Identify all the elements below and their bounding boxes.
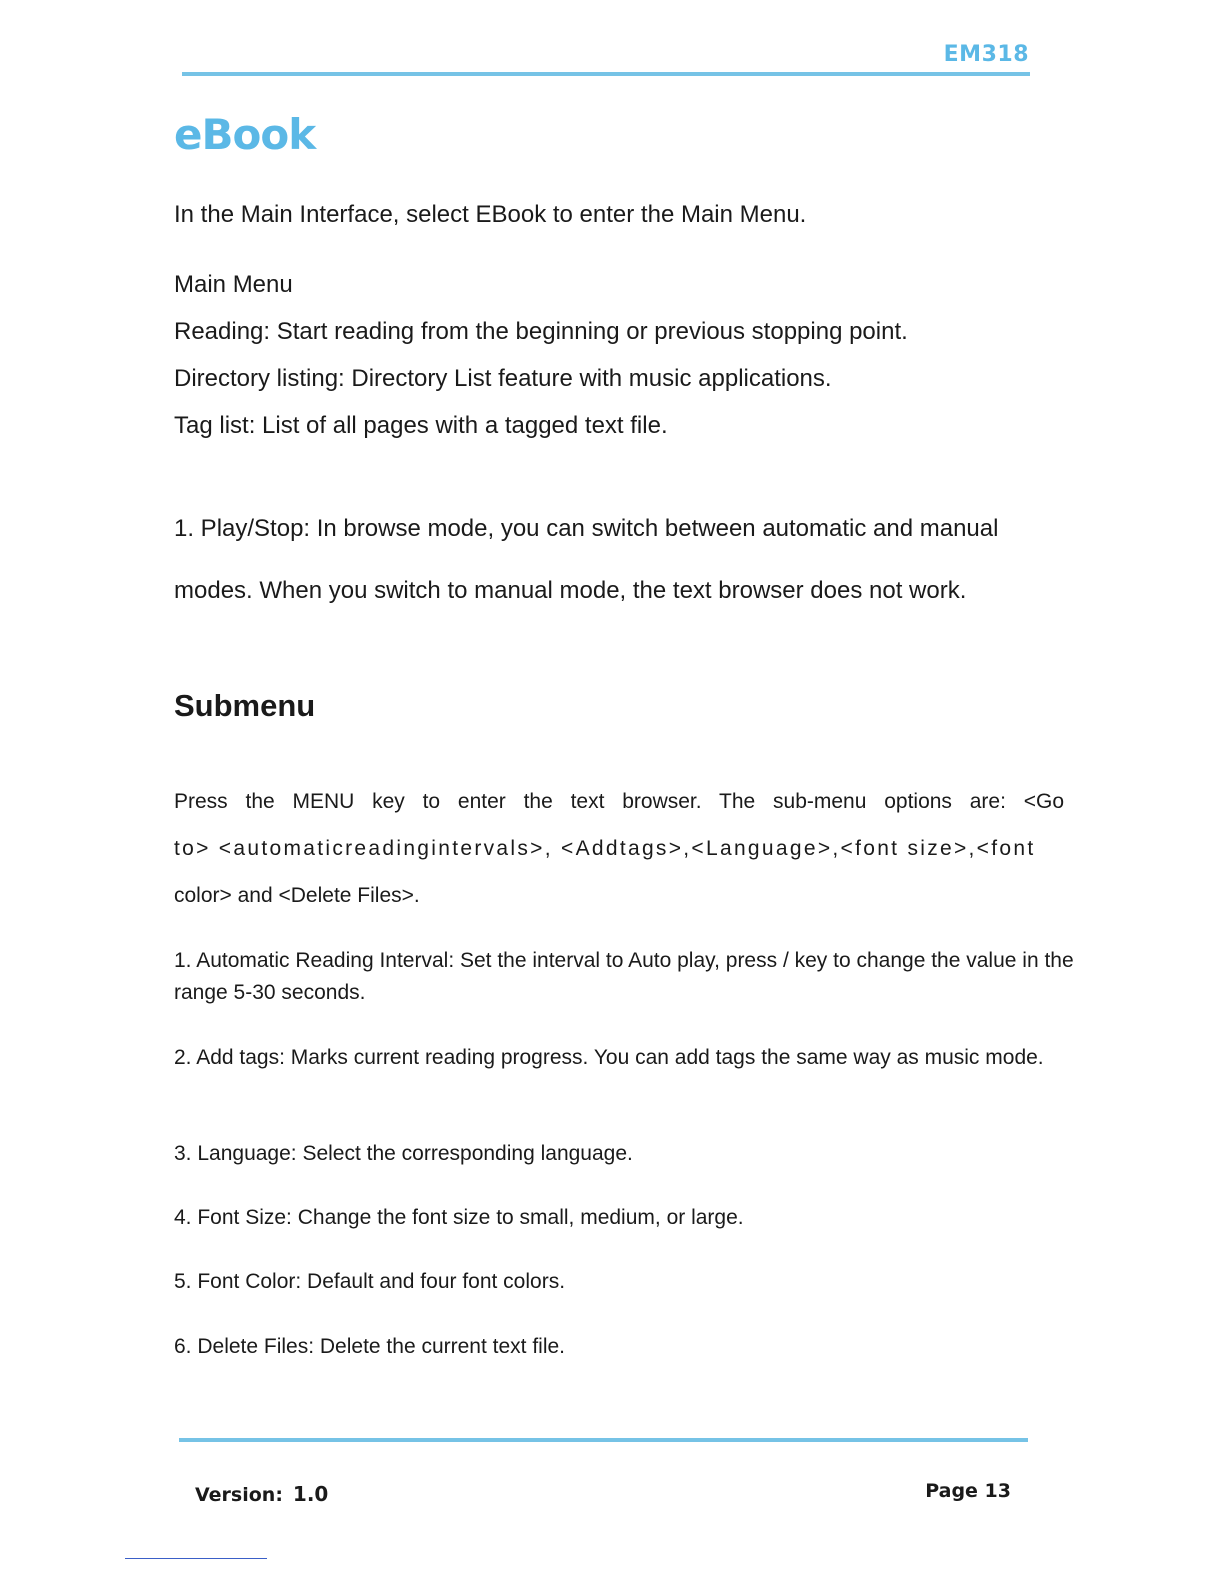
submenu-item-delete-files: 6. Delete Files: Delete the current text file. [174, 1335, 566, 1358]
main-menu-item-tag-list: Tag list: List of all pages with a tagged text file. [174, 412, 668, 439]
version-label: Version: [195, 1484, 283, 1506]
intro-paragraph: In the Main Interface, select EBook to enter the Main Menu. [174, 201, 807, 228]
version-value: 1.0 [292, 1482, 329, 1506]
submenu-heading: Submenu [174, 688, 316, 723]
submenu-item-add-tags: 2. Add tags: Marks current reading progress. You can add tags the same way as music mode. [174, 1046, 1044, 1069]
submenu-item-language: 3. Language: Select the corresponding language. [174, 1142, 633, 1165]
submenu-intro-line-1: Press the MENU key to enter the text browser. The sub-menu options are: <Go [174, 790, 1064, 813]
main-menu-heading: Main Menu [174, 271, 293, 298]
page-title: eBook [174, 110, 316, 159]
main-menu-item-directory: Directory listing: Directory List feature with music applications. [174, 365, 832, 392]
submenu-item-font-size: 4. Font Size: Change the font size to small, medium, or large. [174, 1206, 744, 1229]
submenu-intro-line-3: color> and <Delete Files>. [174, 884, 420, 907]
submenu-item-font-color: 5. Font Color: Default and four font colors. [174, 1270, 566, 1293]
submenu-item-reading-interval: 1. Automatic Reading Interval: Set the interval to Auto play, press / key to change the value in the range 5-30 seconds. [174, 949, 1074, 1004]
submenu-intro-line-2: to> <automaticreadingintervals>, <Addtags>,<Language>,<font size>,<font [174, 837, 1036, 860]
page-number: Page 13 [925, 1480, 1011, 1502]
footer-version [195, 1482, 328, 1506]
main-menu-item-reading: Reading: Start reading from the beginning or previous stopping point. [174, 318, 908, 345]
page-edge-line [125, 1558, 267, 1559]
play-stop-line-1: 1. Play/Stop: In browse mode, you can switch between automatic and manual [174, 515, 999, 542]
footer-rule [179, 1438, 1028, 1442]
play-stop-line-2: modes. When you switch to manual mode, the text browser does not work. [174, 577, 967, 604]
header-rule [182, 72, 1030, 76]
model-number: EM318 [943, 42, 1029, 67]
